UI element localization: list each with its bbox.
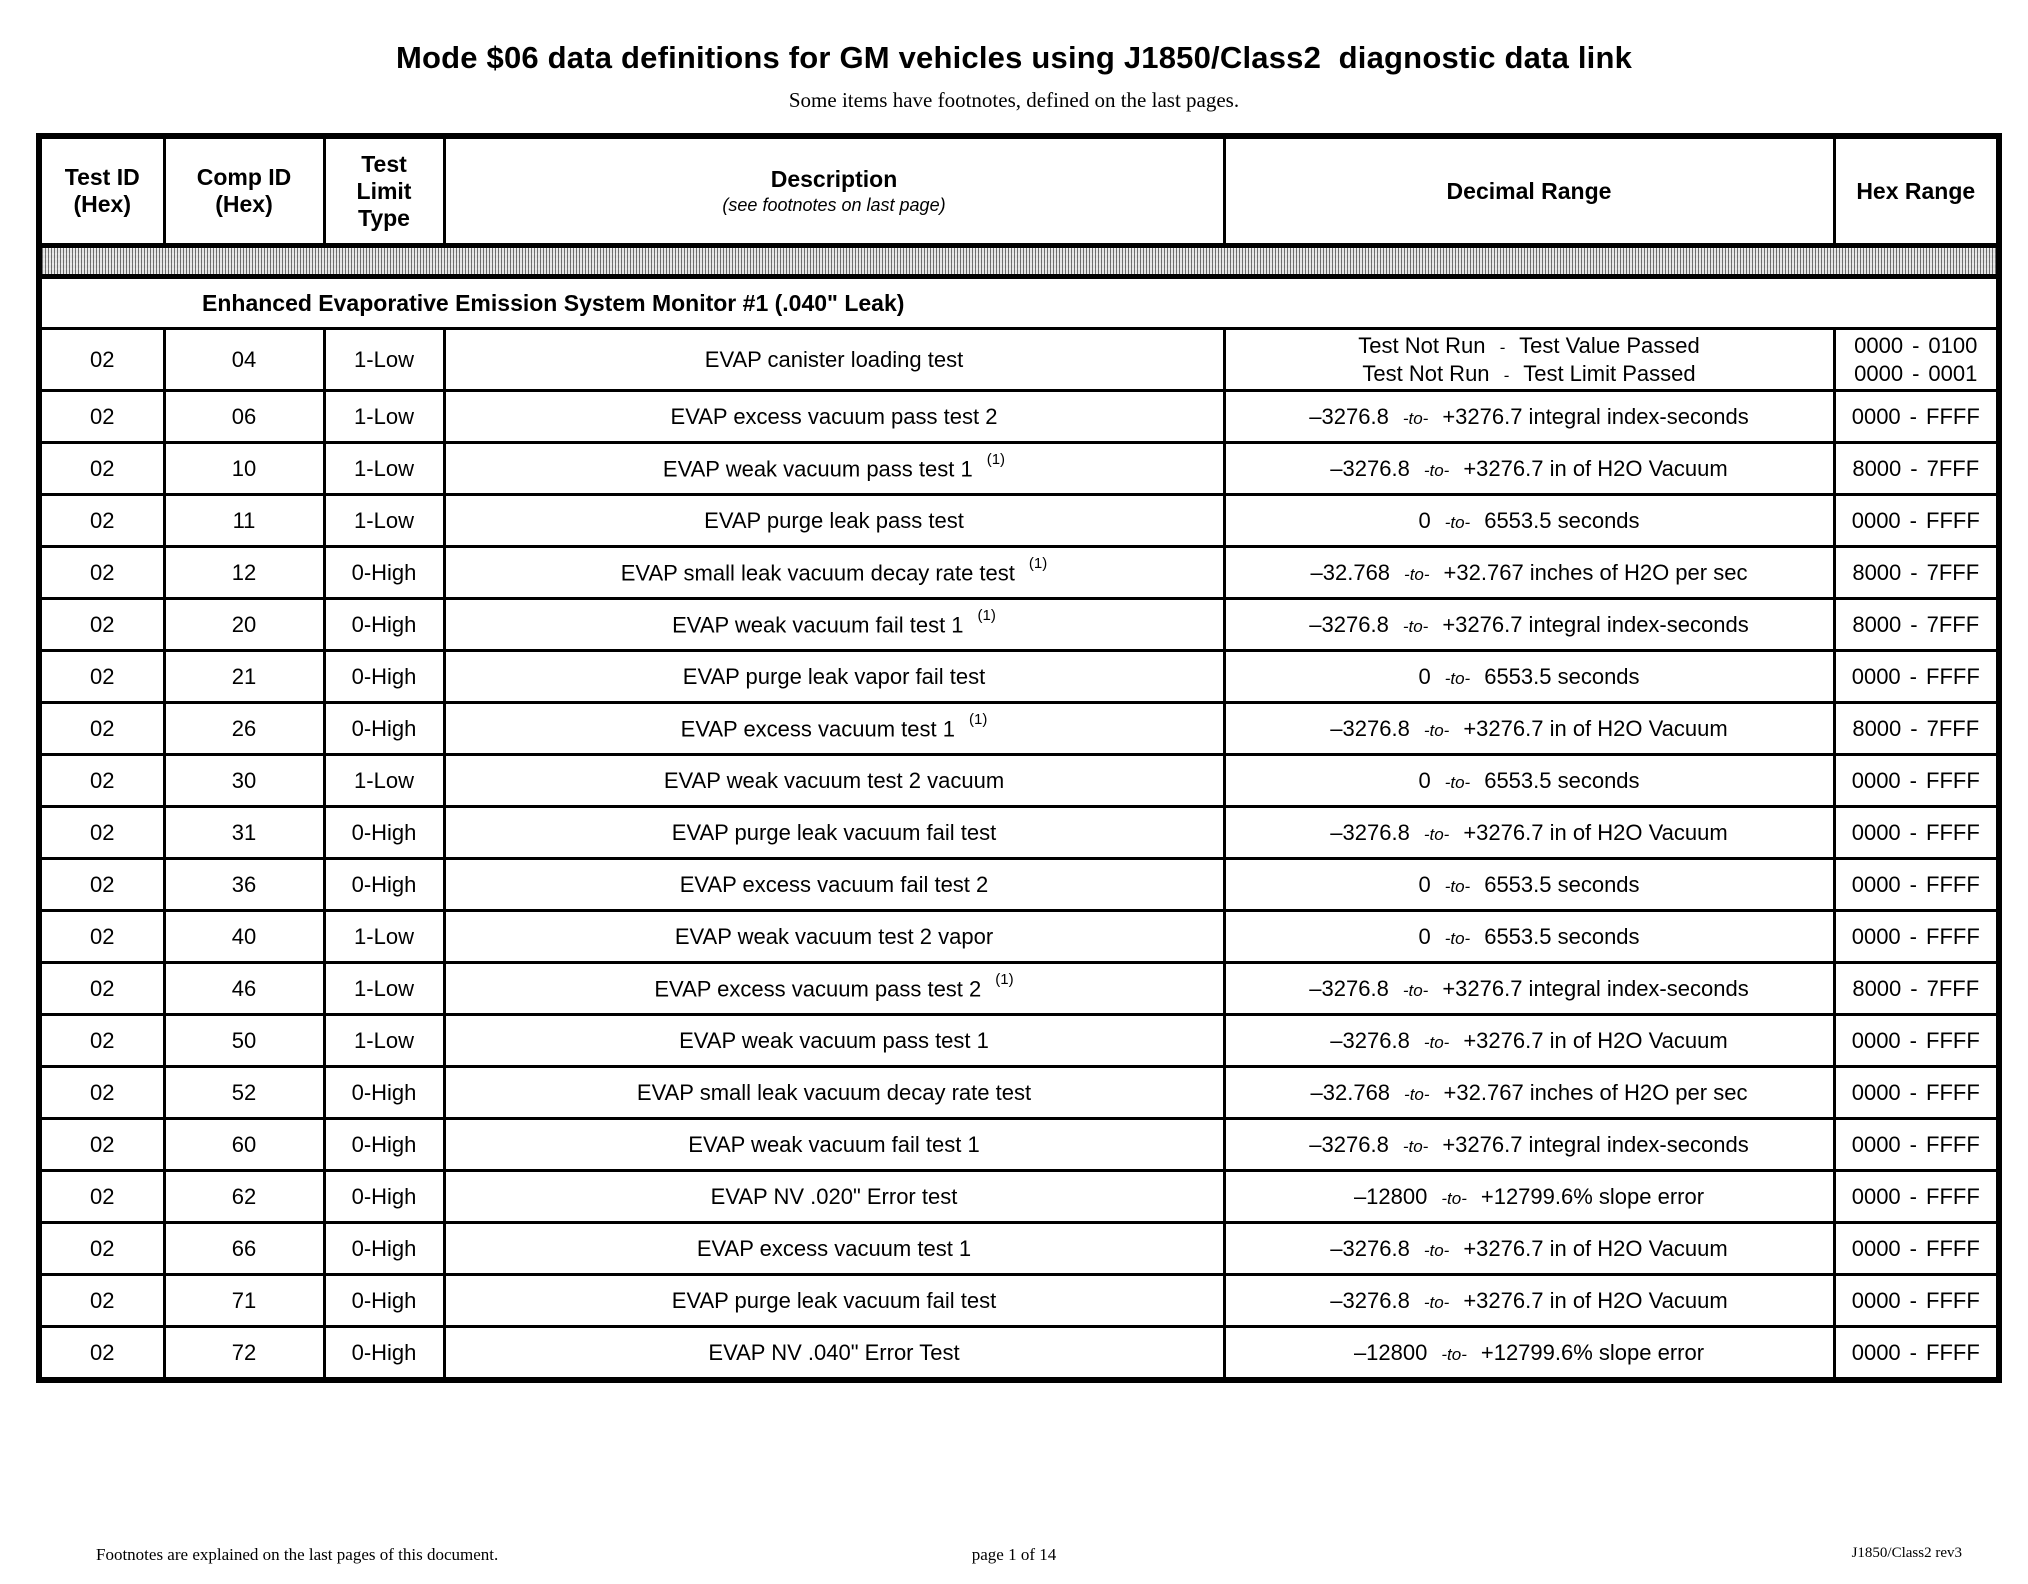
cell-test-id: 02	[39, 703, 164, 755]
header-description-title: Description	[770, 166, 898, 192]
footer-note: Footnotes are explained on the last pages of this document.	[96, 1545, 499, 1564]
cell-description	[444, 755, 1224, 807]
cell-description	[444, 911, 1224, 963]
description-text: EVAP purge leak pass test	[704, 507, 964, 533]
cell-hex-range	[1834, 1327, 1999, 1381]
description-text: EVAP canister loading test	[704, 346, 964, 372]
footnote-marker: (1)	[995, 970, 1014, 988]
footnote-marker: (1)	[968, 710, 988, 728]
cell-comp-id: 30	[164, 755, 324, 807]
cell-test-limit-type: 0-High	[324, 547, 444, 599]
cell-comp-id: 21	[164, 651, 324, 703]
decimal-range-line: 0 -to- 6553.5 seconds	[1418, 663, 1640, 689]
header-comp-id-line2: (Hex)	[215, 191, 273, 217]
cell-test-limit-type: 1-Low	[324, 911, 444, 963]
cell-decimal-range	[1224, 391, 1834, 443]
hex-range-line: 0000 - FFFF	[1851, 1027, 1980, 1053]
table-row	[39, 1171, 1999, 1223]
cell-test-id: 02	[39, 963, 164, 1015]
table-row	[39, 1275, 1999, 1327]
cell-hex-range	[1834, 1119, 1999, 1171]
cell-description	[444, 495, 1224, 547]
data-table	[36, 133, 2002, 1383]
table-header	[39, 136, 1999, 246]
cell-description	[444, 859, 1224, 911]
cell-test-id: 02	[39, 1119, 164, 1171]
decimal-range-line: –3276.8 -to- +3276.7 integral index-seconds	[1309, 611, 1749, 637]
cell-test-limit-type: 0-High	[324, 807, 444, 859]
cell-hex-range	[1834, 1275, 1999, 1327]
table-row	[39, 911, 1999, 963]
cell-comp-id: 46	[164, 963, 324, 1015]
cell-decimal-range	[1224, 1275, 1834, 1327]
cell-test-id: 02	[39, 329, 164, 391]
cell-comp-id: 72	[164, 1327, 324, 1381]
description-text: EVAP excess vacuum test 1	[696, 1235, 972, 1261]
cell-test-limit-type: 0-High	[324, 1171, 444, 1223]
footnote-marker: (1)	[986, 450, 1006, 468]
description-text: EVAP purge leak vacuum fail test	[671, 819, 997, 845]
description-text: EVAP weak vacuum test 2 vapor	[674, 923, 994, 949]
description-text: EVAP NV .040" Error Test	[708, 1339, 960, 1365]
decimal-range-line: –3276.8 -to- +3276.7 in of H2O Vacuum	[1330, 1287, 1728, 1313]
cell-decimal-range	[1224, 859, 1834, 911]
hex-range-line: 0000 - FFFF	[1851, 923, 1980, 949]
decimal-range-line: –3276.8 -to- +3276.7 in of H2O Vacuum	[1330, 455, 1728, 481]
table-row	[39, 1327, 1999, 1381]
description-text: EVAP weak vacuum fail test 1	[688, 1131, 980, 1157]
cell-comp-id: 20	[164, 599, 324, 651]
cell-comp-id: 06	[164, 391, 324, 443]
description-text: EVAP excess vacuum test 1	[680, 716, 955, 742]
cell-hex-range	[1834, 329, 1999, 391]
cell-hex-range	[1834, 1171, 1999, 1223]
decimal-range-line: –3276.8 -to- +3276.7 in of H2O Vacuum	[1330, 715, 1728, 741]
page-subtitle: Some items have footnotes, defined on the last pages.	[788, 88, 1240, 112]
description-text: EVAP weak vacuum pass test 1	[662, 456, 973, 482]
decimal-range-line: –3276.8 -to- +3276.7 in of H2O Vacuum	[1330, 819, 1728, 845]
cell-description	[444, 807, 1224, 859]
cell-decimal-range	[1224, 1119, 1834, 1171]
cell-hex-range	[1834, 911, 1999, 963]
page-title: Mode $06 data definitions for GM vehicles using J1850/Class2 diagnostic data link	[395, 40, 1633, 75]
cell-description	[444, 1223, 1224, 1275]
cell-test-limit-type: 0-High	[324, 1223, 444, 1275]
cell-test-id: 02	[39, 443, 164, 495]
cell-description	[444, 547, 1224, 599]
cell-test-limit-type: 0-High	[324, 1327, 444, 1381]
hex-range-line: 8000 - 7FFF	[1852, 715, 1980, 741]
cell-comp-id: 04	[164, 329, 324, 391]
header-comp-id-line1: Comp ID	[196, 164, 292, 190]
cell-description	[444, 651, 1224, 703]
cell-description	[444, 1171, 1224, 1223]
decimal-range-line: –3276.8 -to- +3276.7 integral index-seconds	[1309, 1131, 1749, 1157]
table-row	[39, 495, 1999, 547]
cell-comp-id: 62	[164, 1171, 324, 1223]
cell-test-limit-type: 1-Low	[324, 443, 444, 495]
header-test-limit-type	[324, 136, 444, 246]
cell-description	[444, 1015, 1224, 1067]
table-row	[39, 807, 1999, 859]
cell-decimal-range	[1224, 1015, 1834, 1067]
hex-range-line: 0000 - FFFF	[1851, 663, 1980, 689]
cell-test-id: 02	[39, 1067, 164, 1119]
description-text: EVAP excess vacuum fail test 2	[679, 871, 989, 897]
description-text: EVAP small leak vacuum decay rate test	[636, 1079, 1032, 1105]
header-limit-line2: Limit	[356, 177, 412, 204]
cell-test-id: 02	[39, 859, 164, 911]
cell-description	[444, 1327, 1224, 1381]
cell-description	[444, 329, 1224, 391]
cell-hex-range	[1834, 1015, 1999, 1067]
cell-comp-id: 40	[164, 911, 324, 963]
table-row	[39, 1067, 1999, 1119]
cell-test-id: 02	[39, 1223, 164, 1275]
cell-hex-range	[1834, 599, 1999, 651]
cell-decimal-range	[1224, 443, 1834, 495]
table-row	[39, 391, 1999, 443]
header-test-id-line2: (Hex)	[73, 191, 131, 217]
cell-test-limit-type: 1-Low	[324, 1015, 444, 1067]
cell-hex-range	[1834, 1223, 1999, 1275]
hex-range-line: 0000 - FFFF	[1851, 403, 1980, 429]
cell-comp-id: 31	[164, 807, 324, 859]
description-text: EVAP small leak vacuum decay rate test	[620, 560, 1015, 586]
cell-comp-id: 11	[164, 495, 324, 547]
decimal-range-line: –12800 -to- +12799.6% slope error	[1353, 1339, 1705, 1365]
description-text: EVAP weak vacuum fail test 1	[672, 612, 964, 638]
cell-decimal-range	[1224, 329, 1834, 391]
cell-description	[444, 599, 1224, 651]
cell-test-limit-type: 1-Low	[324, 963, 444, 1015]
header-description-note: (see footnotes on last page)	[722, 195, 946, 215]
cell-description	[444, 391, 1224, 443]
cell-comp-id: 12	[164, 547, 324, 599]
cell-decimal-range	[1224, 1171, 1834, 1223]
table-row	[39, 651, 1999, 703]
cell-test-id: 02	[39, 755, 164, 807]
decimal-range-line: –32.768 -to- +32.767 inches of H2O per sec	[1310, 1079, 1748, 1105]
footer-page-number: page 1 of 14	[971, 1545, 1057, 1564]
header-test-id	[39, 136, 164, 246]
cell-test-id: 02	[39, 495, 164, 547]
cell-test-limit-type: 1-Low	[324, 329, 444, 391]
cell-decimal-range	[1224, 495, 1834, 547]
footnote-marker: (1)	[977, 606, 996, 624]
cell-test-limit-type: 0-High	[324, 703, 444, 755]
hex-range-line: 0000 - FFFF	[1851, 1287, 1980, 1313]
description-text: EVAP weak vacuum pass test 1	[679, 1027, 989, 1053]
table-container	[36, 133, 2002, 1383]
cell-comp-id: 26	[164, 703, 324, 755]
hex-range-line: 8000 - 7FFF	[1852, 559, 1980, 585]
table-row	[39, 963, 1999, 1015]
cell-decimal-range	[1224, 911, 1834, 963]
hex-range-line: 0000 - FFFF	[1851, 1339, 1980, 1365]
cell-hex-range	[1834, 703, 1999, 755]
cell-hex-range	[1834, 859, 1999, 911]
header-hex-range: Hex Range	[1834, 136, 1999, 246]
table-row	[39, 443, 1999, 495]
cell-test-id: 02	[39, 651, 164, 703]
table-row	[39, 329, 1999, 391]
hex-range-line: 8000 - 7FFF	[1852, 975, 1980, 1001]
table-row	[39, 1223, 1999, 1275]
cell-hex-range	[1834, 963, 1999, 1015]
table-row	[39, 755, 1999, 807]
decimal-range-line: 0 -to- 6553.5 seconds	[1418, 923, 1640, 949]
cell-comp-id: 10	[164, 443, 324, 495]
cell-hex-range	[1834, 443, 1999, 495]
decimal-range-line: –3276.8 -to- +3276.7 integral index-seconds	[1309, 975, 1749, 1001]
description-text: EVAP excess vacuum pass test 2	[654, 976, 982, 1002]
decimal-range-line: –3276.8 -to- +3276.7 in of H2O Vacuum	[1330, 1027, 1728, 1053]
separator-hatch-band	[39, 246, 1999, 277]
table-row	[39, 547, 1999, 599]
cell-comp-id: 36	[164, 859, 324, 911]
cell-test-id: 02	[39, 807, 164, 859]
header-description	[444, 136, 1224, 246]
cell-test-id: 02	[39, 1275, 164, 1327]
cell-comp-id: 50	[164, 1015, 324, 1067]
table-row	[39, 703, 1999, 755]
cell-description	[444, 1275, 1224, 1327]
header-decimal-range: Decimal Range	[1224, 136, 1834, 246]
cell-decimal-range	[1224, 755, 1834, 807]
cell-test-id: 02	[39, 599, 164, 651]
cell-hex-range	[1834, 651, 1999, 703]
cell-decimal-range	[1224, 547, 1834, 599]
cell-hex-range	[1834, 1067, 1999, 1119]
cell-description	[444, 443, 1224, 495]
cell-test-limit-type: 0-High	[324, 1067, 444, 1119]
hex-range-line: 0000 - FFFF	[1851, 1131, 1980, 1157]
cell-hex-range	[1834, 807, 1999, 859]
cell-decimal-range	[1224, 651, 1834, 703]
cell-test-limit-type: 0-High	[324, 651, 444, 703]
description-text: EVAP purge leak vapor fail test	[682, 663, 986, 689]
decimal-range-line: –3276.8 -to- +3276.7 in of H2O Vacuum	[1330, 1235, 1728, 1261]
cell-comp-id: 66	[164, 1223, 324, 1275]
cell-test-id: 02	[39, 911, 164, 963]
cell-test-limit-type: 1-Low	[324, 755, 444, 807]
cell-test-limit-type: 0-High	[324, 599, 444, 651]
decimal-range-line: 0 -to- 6553.5 seconds	[1418, 507, 1640, 533]
hex-range-line: 0000 - FFFF	[1851, 767, 1980, 793]
cell-test-id: 02	[39, 1171, 164, 1223]
footer-doc-revision: J1850/Class2 rev3	[1851, 1545, 1962, 1561]
hex-range-line: 0000 - 0001	[1854, 360, 1978, 386]
header-limit-line3: Type	[358, 204, 410, 231]
header-row	[39, 136, 1999, 246]
cell-test-limit-type: 1-Low	[324, 391, 444, 443]
table-row	[39, 1015, 1999, 1067]
cell-test-id: 02	[39, 1327, 164, 1381]
hex-range-line: 8000 - 7FFF	[1852, 455, 1980, 481]
separator-hatch-row	[39, 246, 1999, 277]
cell-hex-range	[1834, 547, 1999, 599]
cell-decimal-range	[1224, 703, 1834, 755]
cell-comp-id: 60	[164, 1119, 324, 1171]
hex-range-line: 0000 - 0100	[1854, 333, 1978, 358]
cell-test-id: 02	[39, 1015, 164, 1067]
cell-description	[444, 1119, 1224, 1171]
hex-range-line: 8000 - 7FFF	[1852, 611, 1980, 637]
cell-test-limit-type: 0-High	[324, 1275, 444, 1327]
description-text: EVAP NV .020" Error test	[710, 1183, 958, 1209]
cell-decimal-range	[1224, 599, 1834, 651]
table-row	[39, 859, 1999, 911]
header-limit-line1: Test	[361, 150, 407, 177]
hex-range-line: 0000 - FFFF	[1851, 1079, 1980, 1105]
cell-test-id: 02	[39, 391, 164, 443]
description-text: EVAP excess vacuum pass test 2	[670, 403, 998, 429]
cell-comp-id: 71	[164, 1275, 324, 1327]
cell-hex-range	[1834, 391, 1999, 443]
cell-decimal-range	[1224, 963, 1834, 1015]
table-row	[39, 599, 1999, 651]
decimal-range-line: 0 -to- 6553.5 seconds	[1418, 767, 1640, 793]
cell-comp-id: 52	[164, 1067, 324, 1119]
cell-test-limit-type: 0-High	[324, 859, 444, 911]
decimal-range-line: –12800 -to- +12799.6% slope error	[1353, 1183, 1705, 1209]
cell-decimal-range	[1224, 1327, 1834, 1381]
decimal-range-line: –32.768 -to- +32.767 inches of H2O per sec	[1310, 559, 1748, 585]
section-header-row	[39, 277, 1999, 329]
decimal-range-line: Test Not Run - Test Limit Passed	[1362, 360, 1696, 386]
description-text: EVAP purge leak vacuum fail test	[671, 1287, 997, 1313]
cell-test-limit-type: 0-High	[324, 1119, 444, 1171]
hex-range-line: 0000 - FFFF	[1851, 1235, 1980, 1261]
cell-test-id: 02	[39, 547, 164, 599]
header-test-id-line1: Test ID	[64, 164, 140, 190]
hex-range-line: 0000 - FFFF	[1851, 819, 1980, 845]
cell-test-limit-type: 1-Low	[324, 495, 444, 547]
decimal-range-line: –3276.8 -to- +3276.7 integral index-seconds	[1309, 403, 1749, 429]
cell-decimal-range	[1224, 1223, 1834, 1275]
cell-decimal-range	[1224, 1067, 1834, 1119]
table-body	[39, 246, 1999, 1381]
cell-description	[444, 1067, 1224, 1119]
decimal-range-line: Test Not Run - Test Value Passed	[1358, 333, 1700, 358]
cell-hex-range	[1834, 495, 1999, 547]
header-comp-id	[164, 136, 324, 246]
section-title: Enhanced Evaporative Emission System Monitor #1 (.040" Leak)	[39, 277, 1999, 329]
cell-description	[444, 703, 1224, 755]
description-text: EVAP weak vacuum test 2 vacuum	[663, 767, 1005, 793]
cell-description	[444, 963, 1224, 1015]
hex-range-line: 0000 - FFFF	[1851, 871, 1980, 897]
hex-range-line: 0000 - FFFF	[1851, 1183, 1980, 1209]
footnote-marker: (1)	[1028, 554, 1048, 572]
cell-decimal-range	[1224, 807, 1834, 859]
table-row	[39, 1119, 1999, 1171]
decimal-range-line: 0 -to- 6553.5 seconds	[1418, 871, 1640, 897]
cell-hex-range	[1834, 755, 1999, 807]
hex-range-line: 0000 - FFFF	[1851, 507, 1980, 533]
